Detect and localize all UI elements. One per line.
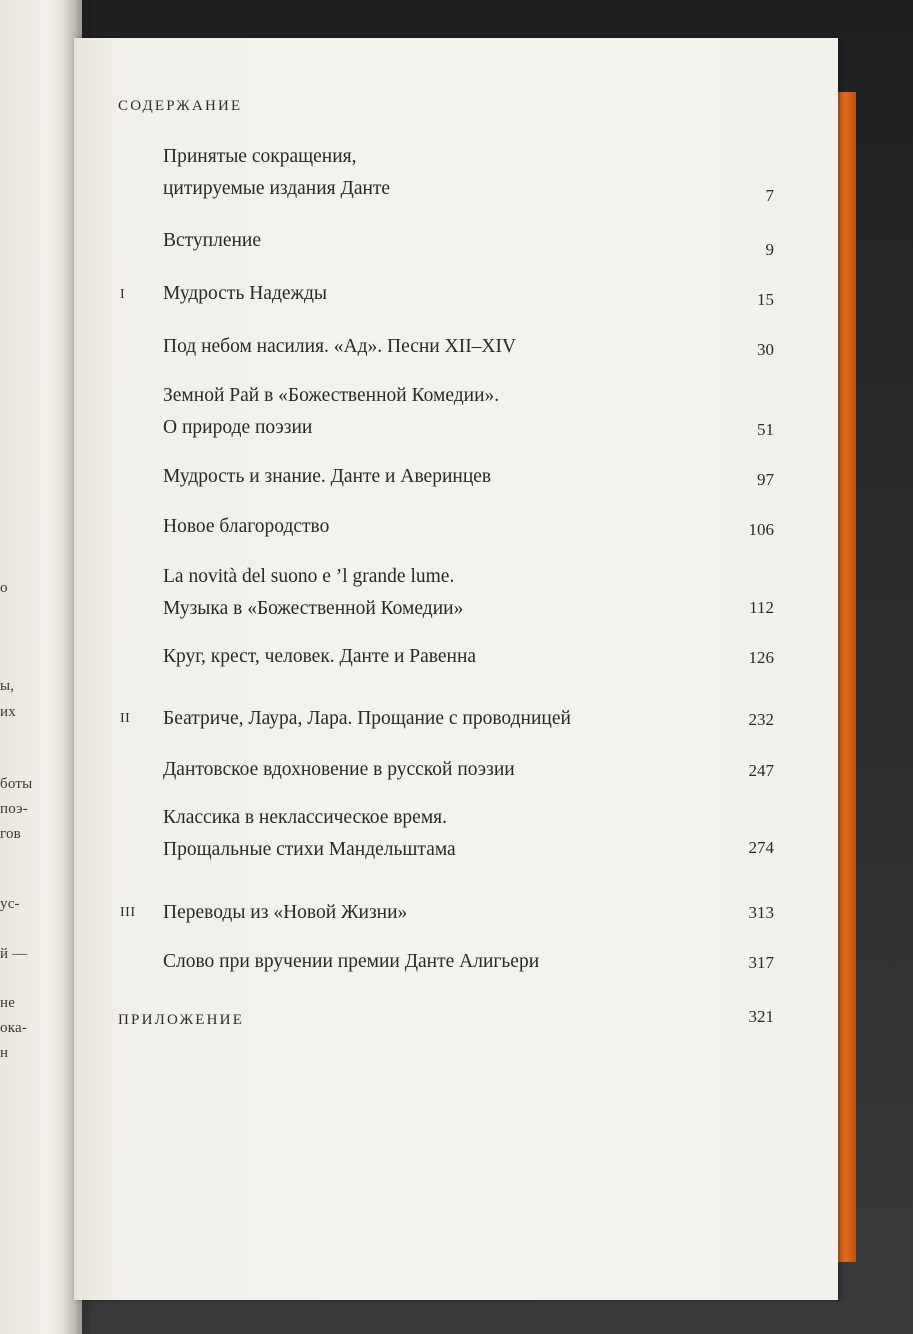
entry-title-line: Новое благородство bbox=[163, 516, 330, 537]
entry-title bbox=[163, 897, 723, 929]
entry-page-number: 126 bbox=[748, 648, 774, 667]
entry-title-line: Мудрость и знание. Данте и Аверинцев bbox=[163, 466, 492, 487]
left-page-fragment: ока- bbox=[0, 1020, 28, 1036]
entry-title bbox=[163, 380, 723, 444]
entry-title-line: Дантовское вдохновение в русской поэзии bbox=[163, 759, 515, 780]
entry-page-number: 247 bbox=[748, 761, 774, 780]
entry-title-line: La novità del suono e ’l grande lume. bbox=[163, 566, 455, 587]
entry-title bbox=[163, 561, 723, 625]
entry-title-line: Принятые сокращения, bbox=[163, 146, 357, 167]
left-page-fragment: й — bbox=[0, 946, 28, 962]
toc-heading: СОДЕРЖАНИЕ bbox=[118, 98, 243, 114]
entry-page-number: 97 bbox=[757, 470, 774, 489]
section-numeral: II bbox=[120, 711, 131, 726]
section-numeral: III bbox=[120, 905, 136, 920]
entry-title-line: Вступление bbox=[163, 230, 262, 251]
entry-page-number: 7 bbox=[765, 186, 774, 205]
entry-title bbox=[163, 225, 723, 257]
entry-title-line: Музыка в «Божественной Комедии» bbox=[163, 598, 464, 619]
entry-page-number: 232 bbox=[748, 710, 774, 729]
left-page-fragment: их bbox=[0, 704, 16, 720]
entry-title bbox=[163, 141, 723, 205]
left-page-fragment: поэ- bbox=[0, 801, 28, 817]
entry-title-line: Слово при вручении премии Данте Алигьери bbox=[163, 951, 540, 972]
entry-title-line: Беатриче, Лаура, Лара. Прощание с проводницей bbox=[163, 708, 571, 729]
entry-title-line: Классика в неклассическое время. bbox=[163, 807, 448, 828]
left-page-fragment: н bbox=[0, 1045, 9, 1061]
entry-page-number: 9 bbox=[765, 240, 774, 259]
entry-title bbox=[163, 946, 723, 978]
entry-page-number: 317 bbox=[748, 953, 774, 972]
entry-title bbox=[163, 511, 723, 543]
entry-page-number: 274 bbox=[748, 838, 774, 857]
left-page-fragment: о bbox=[0, 580, 8, 596]
entry-title bbox=[163, 461, 723, 493]
left-page-fragment: не bbox=[0, 995, 16, 1011]
appendix-page-number: 321 bbox=[748, 1007, 774, 1026]
entry-title bbox=[163, 703, 723, 735]
entry-title-line: Прощальные стихи Мандельштама bbox=[163, 839, 456, 860]
entry-title-line: Земной Рай в «Божественной Комедии». bbox=[163, 385, 500, 406]
entry-title bbox=[163, 278, 723, 310]
left-page-fragment: ы, bbox=[0, 678, 15, 694]
section-numeral: I bbox=[120, 287, 126, 302]
entry-title bbox=[163, 641, 723, 673]
entry-title bbox=[163, 331, 723, 363]
entry-title-line: Мудрость Надежды bbox=[163, 283, 328, 304]
entry-page-number: 112 bbox=[749, 598, 774, 617]
entry-title bbox=[163, 754, 723, 786]
appendix-heading: ПРИЛОЖЕНИЕ bbox=[118, 1012, 245, 1028]
entry-title bbox=[163, 802, 723, 866]
left-page-fragment: боты bbox=[0, 776, 33, 792]
entry-title-line: Переводы из «Новой Жизни» bbox=[163, 902, 408, 923]
entry-page-number: 51 bbox=[757, 420, 774, 439]
entry-page-number: 106 bbox=[748, 520, 774, 539]
entry-page-number: 313 bbox=[748, 903, 774, 922]
entry-title-line: Круг, крест, человек. Данте и Равенна bbox=[163, 646, 477, 667]
entry-title-line: О природе поэзии bbox=[163, 417, 313, 438]
entry-title-line: Под небом насилия. «Ад». Песни XII–XIV bbox=[163, 336, 517, 357]
entry-page-number: 30 bbox=[757, 340, 774, 359]
left-page-fragment: ус- bbox=[0, 896, 20, 912]
entry-title-line: цитируемые издания Данте bbox=[163, 178, 391, 199]
left-page-fragment: гов bbox=[0, 826, 21, 842]
entry-page-number: 15 bbox=[757, 290, 774, 309]
